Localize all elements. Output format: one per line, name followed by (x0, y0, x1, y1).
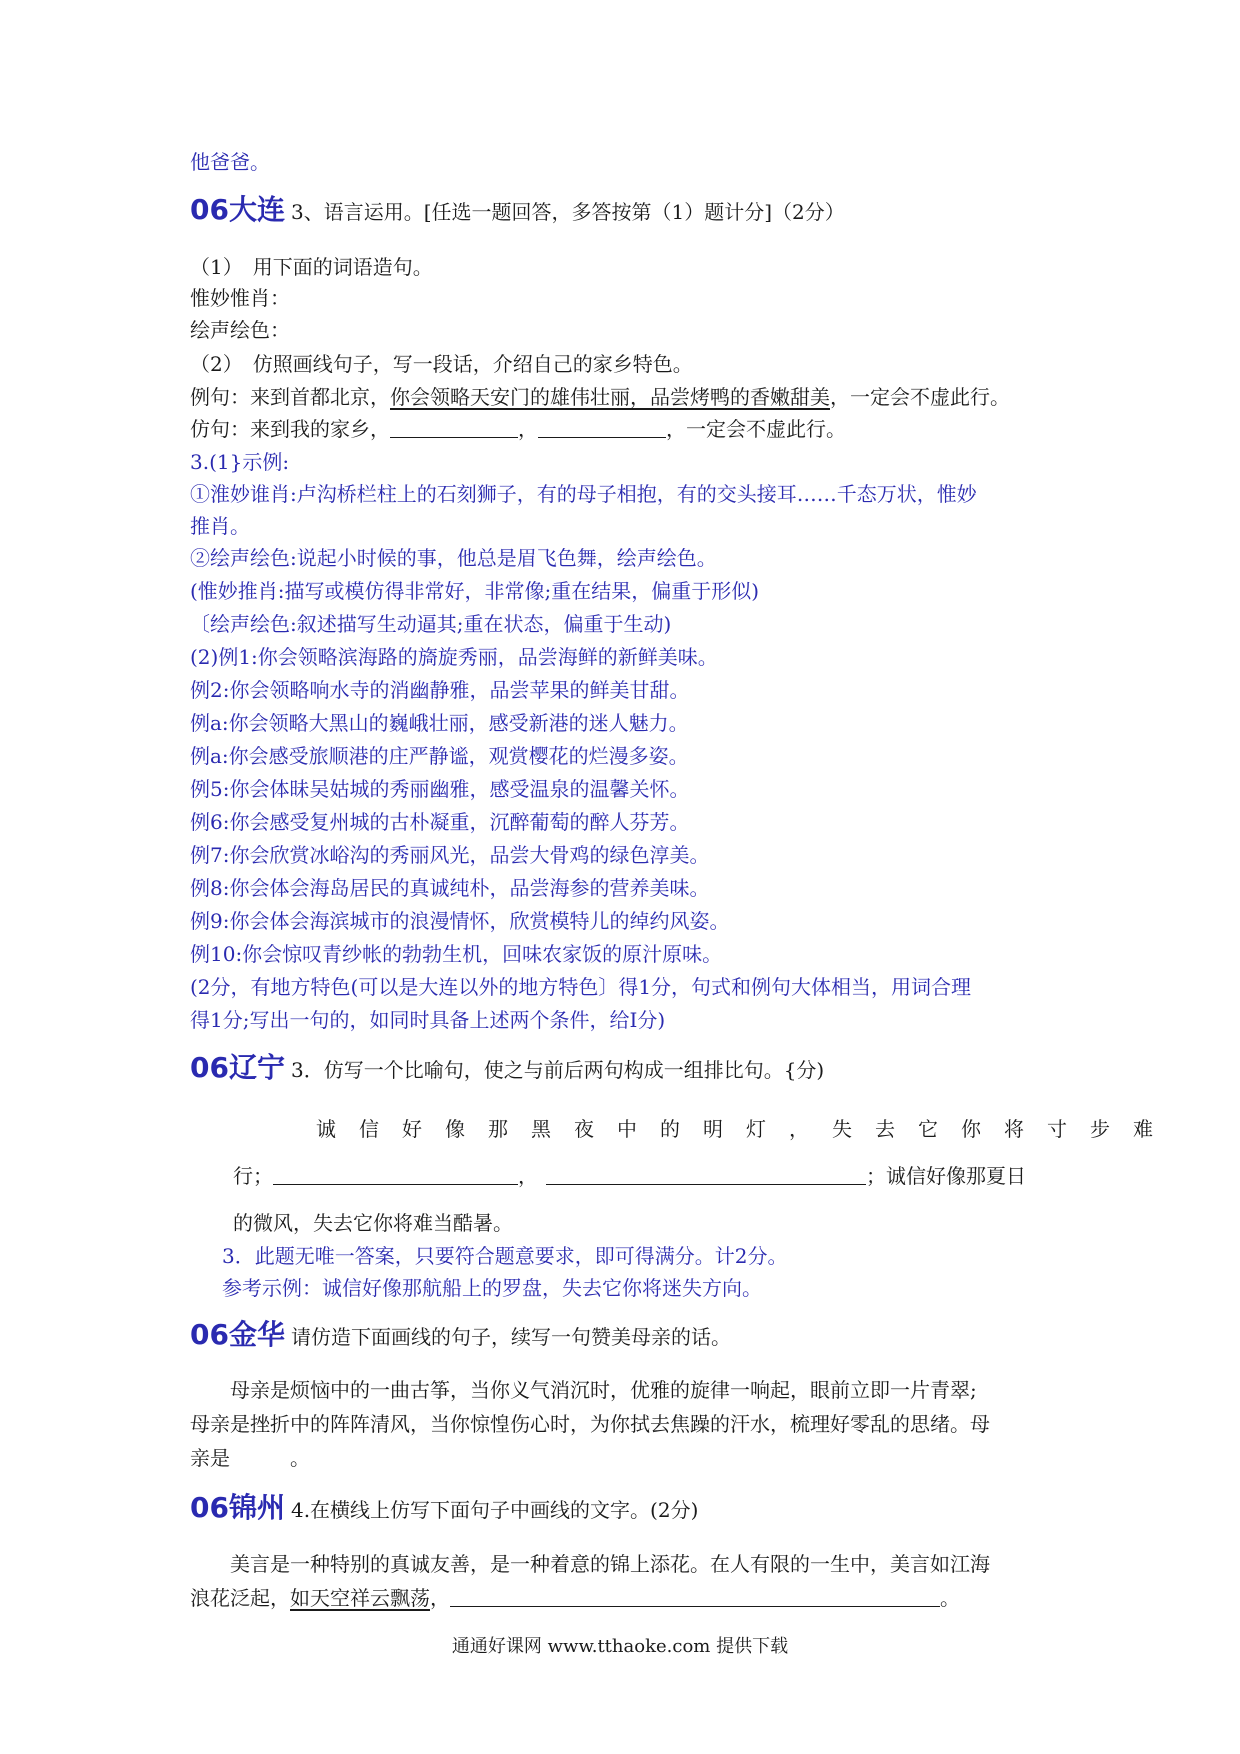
dalian-question (190, 193, 845, 226)
imitate-mid: ， (518, 417, 538, 441)
example-prefix: 例句：来到首都北京， (190, 385, 390, 409)
imitate-blank-2[interactable] (538, 415, 666, 438)
continuation-text: 他爸爸。 (190, 150, 270, 174)
liaoning-blank-1[interactable] (273, 1162, 518, 1185)
answer-line: 〔绘声绘色:叙述描写生动逼其;重在状态，偏重于生动) (190, 612, 672, 636)
answer-line: ②绘声绘色:说起小时候的事，他总是眉飞色舞，绘声绘色。 (190, 546, 717, 570)
liaoning-line2-prefix: 行； (233, 1164, 273, 1188)
jinzhou-question (190, 1491, 699, 1524)
jinhua-line3 (190, 1444, 310, 1472)
answer-line: ①淮妙谁肖:卢沟桥栏柱上的石刻狮子，有的母子相抱，有的交头接耳……千态万状，惟妙 (190, 482, 977, 506)
jinzhou-line2 (190, 1584, 960, 1612)
answer-line: 例6:你会感受复州城的古朴凝重，沉醉葡萄的醉人芬芳。 (190, 810, 690, 834)
liaoning-blank-2[interactable] (546, 1162, 866, 1185)
jinzhou-line2-mid: ， (430, 1586, 450, 1610)
dalian-word2: 绘声绘色： (190, 318, 290, 342)
answer-line: (2分，有地方特色(可以是大连以外的地方特色〕得1分，句式和例句大体相当，用词合理 (190, 975, 972, 999)
jinhua-line3-prefix: 亲是 (190, 1446, 230, 1470)
example-suffix: ，一定会不虚此行。 (830, 385, 1010, 409)
imitate-suffix: ，一定会不虚此行。 (666, 417, 846, 441)
jinzhou-question-text: 4.在横线上仿写下面句子中画线的文字。(2分) (290, 1498, 699, 1522)
answer-line: 例5:你会体昧吴姑城的秀丽幽雅，感受温泉的温馨关怀。 (190, 777, 690, 801)
answer-line: 推肖。 (190, 514, 250, 538)
dalian-imitate (190, 415, 846, 443)
liaoning-answer: 3．此题无唯一答案，只要符合题意要求，即可得满分。计2分。 (222, 1244, 788, 1268)
imitate-blank-1[interactable] (390, 415, 518, 438)
liaoning-line2-mid: ， (518, 1164, 538, 1188)
jinhua-line3-suffix: 。 (290, 1446, 310, 1470)
jinzhou-underlined: 如天空祥云飘荡 (290, 1586, 430, 1610)
jinzhou-line2-prefix: 浪花泛起， (190, 1586, 290, 1610)
example-underlined: 你会领略天安门的雄伟壮丽，品尝烤鸭的香嫩甜美 (390, 385, 830, 409)
dalian-part1: （1） 用下面的词语造句。 (190, 255, 433, 279)
dalian-part2: （2） 仿照画线句子，写一段话，介绍自己的家乡特色。 (190, 352, 693, 376)
liaoning-line1: 诚信好像那黑夜中的明灯，失去它你将寸步难 (316, 1117, 1176, 1141)
jinzhou-source: 06锦州 (190, 1491, 285, 1524)
jinhua-line2: 母亲是挫折中的阵阵清风，当你惊惶伤心时，为你拭去焦躁的汗水，梳理好零乱的思绪。母 (190, 1412, 990, 1436)
jinzhou-line2-suffix: 。 (940, 1586, 960, 1610)
jinhua-question (190, 1318, 731, 1351)
jinzhou-line1: 美言是一种特别的真诚友善，是一种着意的锦上添花。在人有限的一生中，美言如江海 (230, 1552, 990, 1576)
dalian-source: 06大连 (190, 193, 285, 226)
liaoning-line3: 的微风，失去它你将难当酷暑。 (233, 1211, 513, 1235)
jinzhou-blank[interactable] (450, 1584, 940, 1607)
liaoning-question (190, 1051, 825, 1084)
jinhua-line1: 母亲是烦恼中的一曲古筝，当你义气消沉时，优雅的旋律一响起，眼前立即一片青翠; (230, 1378, 977, 1402)
answer-line: 例8:你会体会海岛居民的真诚纯朴，品尝海参的营养美味。 (190, 876, 710, 900)
liaoning-question-text: 3．仿写一个比喻句，使之与前后两句构成一组排比句。{分) (290, 1058, 825, 1082)
answer-line: 例a:你会感受旅顺港的庄严静谧，观赏樱花的烂漫多姿。 (190, 744, 689, 768)
liaoning-source: 06辽宁 (190, 1051, 285, 1084)
jinhua-question-text: 请仿造下面画线的句子，续写一句赞美母亲的话。 (290, 1325, 731, 1349)
dalian-example (190, 383, 1010, 411)
liaoning-line2-suffix: ；诚信好像那夏日 (866, 1164, 1026, 1188)
answer-line: 得1分;写出一句的，如同时具备上述两个条件，给I分) (190, 1008, 666, 1032)
imitate-prefix: 仿句：来到我的家乡， (190, 417, 390, 441)
answer-line: 3.(1}示例: (190, 450, 290, 474)
liaoning-line2 (233, 1162, 1026, 1190)
answer-line: (2)例1:你会领略滨海路的旖旋秀丽，品尝海鲜的新鲜美味。 (190, 645, 718, 669)
answer-line: 例7:你会欣赏冰峪沟的秀丽风光，品尝大骨鸡的绿色淳美。 (190, 843, 710, 867)
liaoning-example: 参考示例：诚信好像那航船上的罗盘，失去它你将迷失方向。 (222, 1276, 762, 1300)
answer-line: (惟妙推肖:描写或模仿得非常好，非常像;重在结果，偏重于形似) (190, 579, 760, 603)
dalian-word1: 惟妙惟肖： (190, 286, 290, 310)
dalian-question-text: 3、语言运用。[任选一题回答，多答按第（1）题计分]（2分） (290, 200, 845, 224)
jinhua-source: 06金华 (190, 1318, 285, 1351)
answer-line: 例2:你会领略响水寺的消幽静雅，品尝苹果的鲜美甘甜。 (190, 678, 690, 702)
answer-line: 例a:你会领略大黑山的巍峨壮丽，感受新港的迷人魅力。 (190, 711, 689, 735)
answer-line: 例10:你会惊叹青纱帐的勃勃生机，回味农家饭的原汁原味。 (190, 942, 723, 966)
answer-line: 例9:你会体会海滨城市的浪漫情怀，欣赏模特儿的绰约风姿。 (190, 909, 730, 933)
page-footer: 通通好课网 www.tthaoke.com 提供下载 (451, 1636, 789, 1657)
